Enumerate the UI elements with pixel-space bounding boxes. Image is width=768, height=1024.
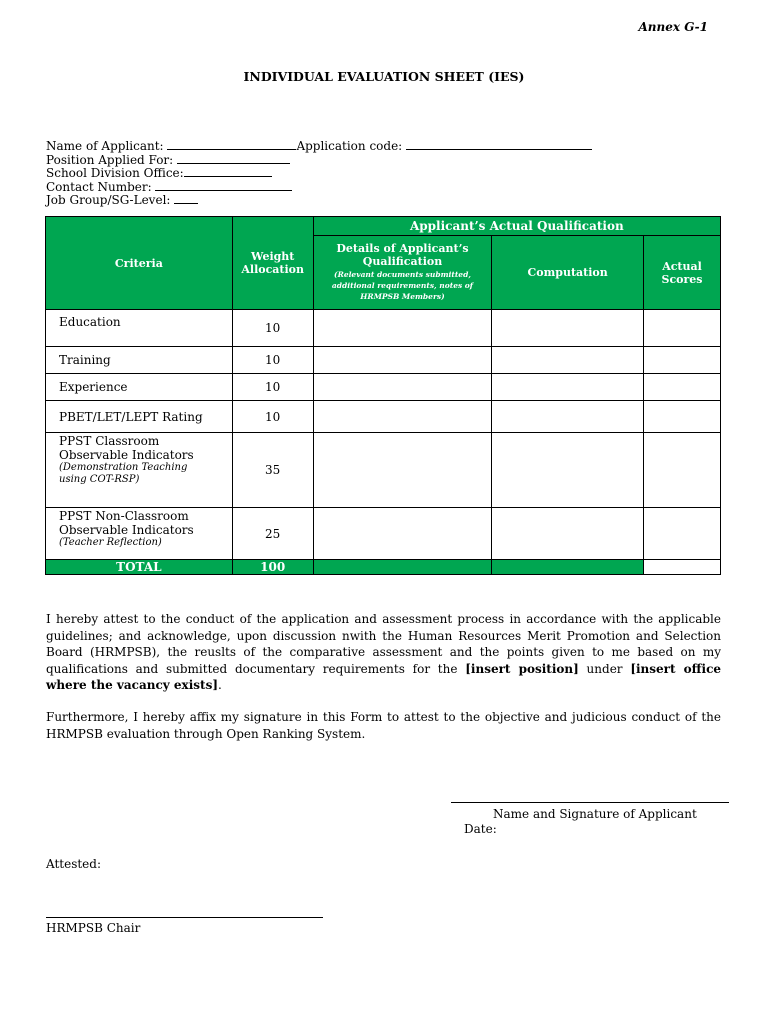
table-row xyxy=(46,508,721,560)
date-label: Date: xyxy=(464,822,497,836)
table-row xyxy=(46,401,721,433)
computation-cell[interactable] xyxy=(492,347,644,374)
total-computation-cell xyxy=(492,560,644,575)
attested-label: Attested: xyxy=(46,857,102,871)
weight-cell: 35 xyxy=(232,433,313,508)
criteria-label: PPST Non-Classroom Observable Indicators xyxy=(59,509,194,537)
attestation-text: I hereby attest to the conduct of the application and assessment process in accordance with the applicable guidelines; and acknowledge, upon discussion nwith the Human Resources Merit Promotion and Selection Board (HRMPSB), the reuslts of the comparative assessment and the points given to me based on my qualifications and submitted documentary requirements for the xyxy=(46,612,721,676)
weight-cell: 10 xyxy=(232,374,313,401)
school-division-field[interactable] xyxy=(184,166,272,177)
criteria-label: Training xyxy=(59,353,111,367)
office-placeholder: [insert office where the vacancy exists] xyxy=(46,661,722,692)
criteria-cell xyxy=(46,401,233,433)
score-cell[interactable] xyxy=(644,508,721,560)
application-code-field[interactable] xyxy=(406,139,592,150)
weight-cell: 10 xyxy=(232,401,313,433)
table-row xyxy=(46,433,721,508)
computation-cell[interactable] xyxy=(492,401,644,433)
details-cell[interactable] xyxy=(313,401,492,433)
weight-header: Weight Allocation xyxy=(232,217,313,310)
criteria-cell xyxy=(46,508,233,560)
criteria-cell xyxy=(46,374,233,401)
criteria-label: Education xyxy=(59,315,121,329)
attestation-end: . xyxy=(218,678,222,692)
score-cell[interactable] xyxy=(644,433,721,508)
details-cell[interactable] xyxy=(313,347,492,374)
details-header-label: Details of Applicant’s Qualification xyxy=(336,242,469,268)
position-applied-field[interactable] xyxy=(177,153,290,164)
computation-cell[interactable] xyxy=(492,374,644,401)
details-cell[interactable] xyxy=(313,310,492,347)
criteria-label: PPST Classroom Observable Indicators xyxy=(59,434,194,462)
total-row xyxy=(46,560,721,575)
job-group-label: Job Group/SG-Level: xyxy=(46,193,171,208)
position-placeholder: [insert position] xyxy=(465,661,579,676)
furthermore-paragraph: Furthermore, I hereby affix my signature in this Form to attest to the objective and judicious conduct of the HRMPSB evaluation through Open Ranking System. xyxy=(46,710,721,741)
total-details-cell xyxy=(313,560,492,575)
annex-label: Annex G-1 xyxy=(638,20,708,34)
applicant-signature-label: Name and Signature of Applicant xyxy=(493,807,697,821)
criteria-note: (Demonstration Teaching using COT-RSP) xyxy=(59,462,188,485)
details-cell[interactable] xyxy=(313,374,492,401)
contact-number-label: Contact Number: xyxy=(46,179,152,194)
table-row xyxy=(46,347,721,374)
criteria-label: PBET/LET/LEPT Rating xyxy=(59,409,203,424)
score-cell[interactable] xyxy=(644,374,721,401)
score-cell[interactable] xyxy=(644,347,721,374)
chair-label: HRMPSB Chair xyxy=(46,921,141,935)
weight-cell: 10 xyxy=(232,347,313,374)
qualification-group-header: Applicant’s Actual Qualification xyxy=(313,217,720,236)
page-title: INDIVIDUAL EVALUATION SHEET (IES) xyxy=(243,69,525,84)
total-label: TOTAL xyxy=(46,560,233,575)
computation-cell[interactable] xyxy=(492,310,644,347)
total-value: 100 xyxy=(232,560,313,575)
criteria-label: Experience xyxy=(59,380,128,394)
criteria-cell xyxy=(46,433,233,508)
details-cell[interactable] xyxy=(313,433,492,508)
details-header xyxy=(313,236,492,310)
total-score-cell[interactable] xyxy=(644,560,721,575)
score-cell[interactable] xyxy=(644,401,721,433)
table-row xyxy=(46,374,721,401)
name-of-applicant-field[interactable] xyxy=(167,139,296,150)
details-header-note: (Relevant documents submitted, additional requirements, notes of HRMPSB Members) xyxy=(331,270,474,301)
applicant-signature-line[interactable] xyxy=(451,802,729,803)
weight-cell: 25 xyxy=(232,508,313,560)
chair-signature-line[interactable] xyxy=(46,917,323,918)
criteria-note: (Teacher Reflection) xyxy=(59,537,162,548)
table-row xyxy=(46,310,721,347)
actual-scores-header: Actual Scores xyxy=(644,236,721,310)
application-code-label: Application code: xyxy=(296,139,403,153)
score-cell[interactable] xyxy=(644,310,721,347)
computation-header: Computation xyxy=(492,236,644,310)
evaluation-table xyxy=(45,216,721,575)
computation-cell[interactable] xyxy=(492,433,644,508)
position-applied-label: Position Applied For: xyxy=(46,152,174,167)
applicant-info xyxy=(46,139,592,207)
criteria-header: Criteria xyxy=(46,217,233,310)
weight-cell: 10 xyxy=(232,310,313,347)
attestation-paragraph xyxy=(46,611,721,694)
computation-cell[interactable] xyxy=(492,508,644,560)
attestation-under: under xyxy=(578,661,631,676)
school-division-label: School Division Office: xyxy=(46,166,184,181)
criteria-cell xyxy=(46,347,233,374)
criteria-cell xyxy=(46,310,233,347)
name-of-applicant-label: Name of Applicant: xyxy=(46,139,164,153)
contact-number-field[interactable] xyxy=(155,180,292,191)
job-group-field[interactable] xyxy=(174,193,198,204)
details-cell[interactable] xyxy=(313,508,492,560)
